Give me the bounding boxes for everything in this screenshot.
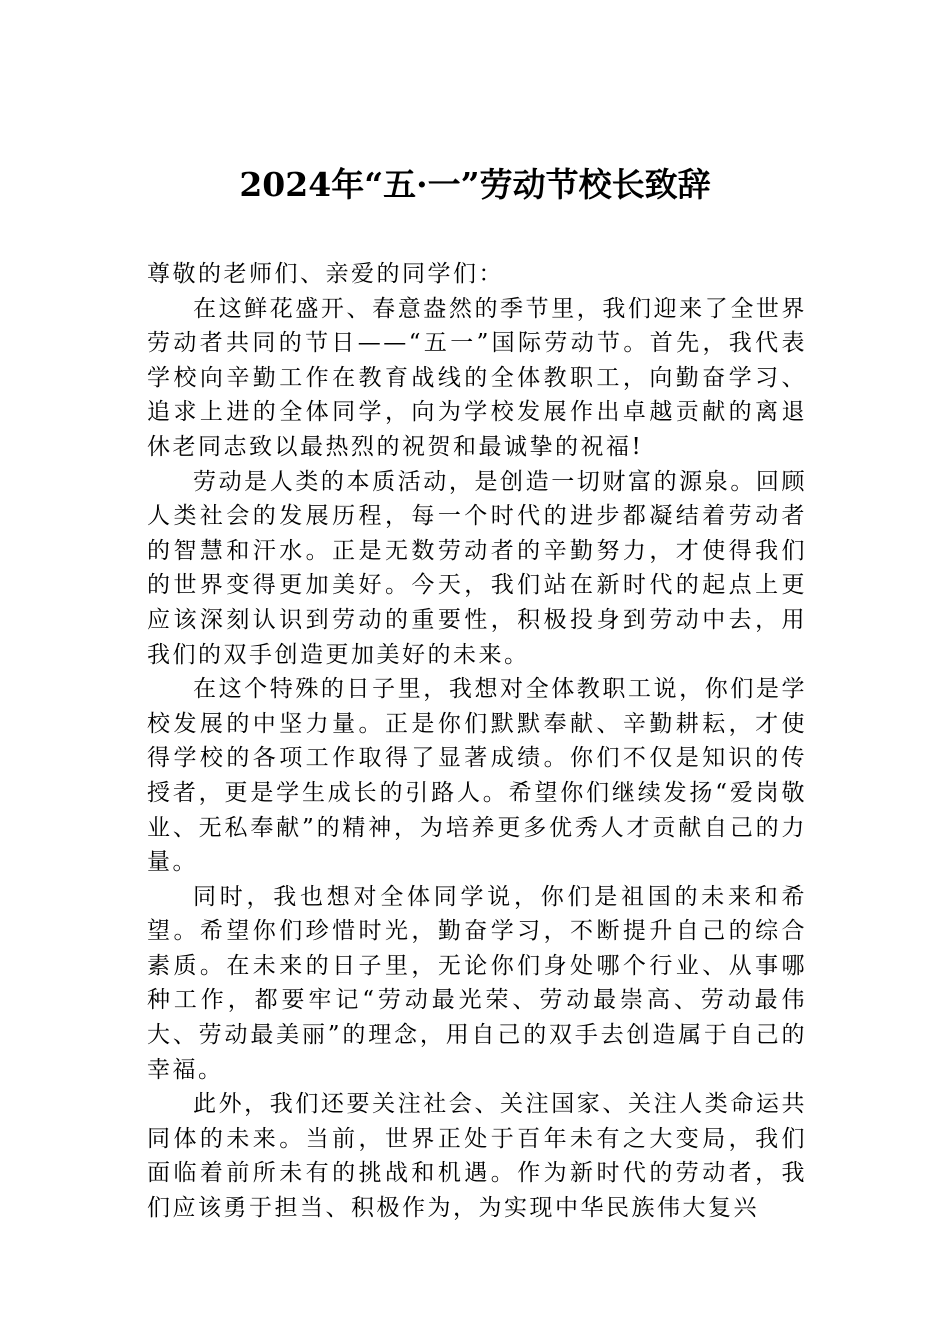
paragraph-to-students: 同时，我也想对全体同学说，你们是祖国的未来和希望。希望你们珍惜时光，勤奋学习，不断提升自己的综合素质。在未来的日子里，无论你们身处哪个行业、从事哪种工作，都要牢记“劳动最光荣、劳动最崇高、劳动最伟大、劳动最美丽”的理念，用自己的双手去创造属于自己的幸福。 bbox=[147, 883, 807, 1083]
paragraph-global-outlook: 此外，我们还要关注社会、关注国家、关注人类命运共同体的未来。当前，世界正处于百年未有之大变局，我们面临着前所未有的挑战和机遇。作为新时代的劳动者，我们应该勇于担当、积极作为，为实现中华民族伟大复兴 bbox=[147, 1091, 807, 1222]
paragraph-greeting: 在这鲜花盛开、春意盎然的季节里，我们迎来了全世界劳动者共同的节日——“五一”国际劳动节。首先，我代表学校向辛勤工作在教育战线的全体教职工，向勤奋学习、追求上进的全体同学，向为学校发展作出卓越贡献的离退休老同志致以最热烈的祝贺和最诚挚的祝福! bbox=[147, 295, 807, 460]
paragraph-to-staff: 在这个特殊的日子里，我想对全体教职工说，你们是学校发展的中坚力量。正是你们默默奉献、辛勤耕耘，才使得学校的各项工作取得了显著成绩。你们不仅是知识的传授者，更是学生成长的引路人。希望你们继续发扬“爱岗敬业、无私奉献”的精神，为培养更多优秀人才贡献自己的力量。 bbox=[147, 676, 807, 876]
paragraph-labor-essence: 劳动是人类的本质活动，是创造一切财富的源泉。回顾人类社会的发展历程，每一个时代的进步都凝结着劳动者的智慧和汗水。正是无数劳动者的辛勤努力，才使得我们的世界变得更加美好。今天，我们站在新时代的起点上更应该深刻认识到劳动的重要性，积极投身到劳动中去，用我们的双手创造更加美好的未来。 bbox=[147, 468, 807, 668]
document-title: 2024年“五·一”劳动节校长致辞 bbox=[239, 165, 711, 204]
salutation: 尊敬的老师们、亲爱的同学们： bbox=[147, 261, 504, 287]
document-body bbox=[147, 257, 807, 1226]
